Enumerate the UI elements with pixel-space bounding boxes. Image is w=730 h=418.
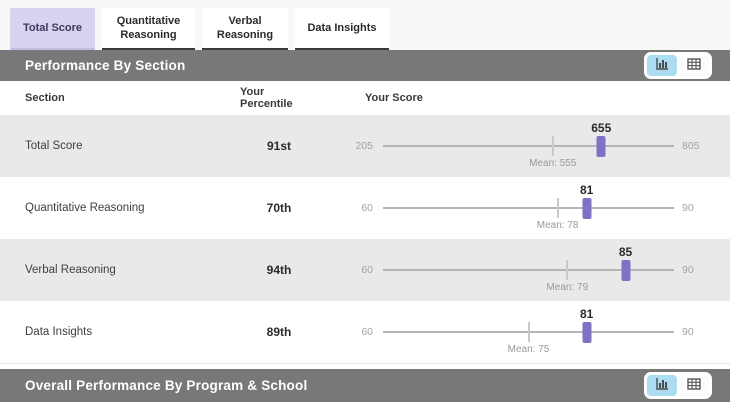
score-track	[383, 121, 674, 169]
percentile-value: 91st	[266, 139, 292, 153]
percentile-value: 70th	[266, 201, 292, 215]
performance-rows	[0, 115, 730, 364]
scale-min-label: 205	[355, 140, 373, 152]
table-grid-icon	[687, 377, 701, 394]
column-header-score: Your Score	[365, 92, 423, 104]
percentile-value: 89th	[266, 325, 292, 339]
score-track	[383, 307, 674, 355]
performance-section-header	[0, 50, 730, 81]
performance-view-toggle	[644, 52, 712, 79]
tab-quantitative-reasoning[interactable]: Quantitative Reasoning	[102, 8, 195, 50]
table-row-total-score	[0, 115, 730, 177]
score-value: 81	[580, 183, 594, 197]
table-grid-icon	[687, 57, 701, 74]
programs-view-toggle	[644, 372, 712, 399]
table-row-verbal-reasoning	[0, 239, 730, 301]
section-label: Quantitative Reasoning	[25, 202, 145, 214]
table-view-button[interactable]	[679, 375, 709, 396]
tab-total-score[interactable]: Total Score	[10, 8, 95, 50]
section-label: Data Insights	[25, 326, 93, 338]
score-marker	[582, 198, 591, 219]
bar-chart-icon	[655, 377, 669, 394]
mean-tick	[528, 322, 530, 342]
scale-min-label: 60	[361, 202, 373, 214]
score-value: 655	[591, 121, 612, 135]
score-slider	[318, 121, 708, 169]
mean-label: Mean: 75	[507, 344, 550, 355]
score-marker	[582, 322, 591, 343]
mean-label: Mean: 555	[529, 158, 577, 169]
report-panel	[0, 50, 730, 418]
section-label: Total Score	[25, 140, 83, 152]
score-track	[383, 183, 674, 231]
table-column-headers	[0, 81, 730, 115]
score-marker	[597, 136, 606, 157]
score-section-tabs	[0, 0, 730, 50]
chart-view-button[interactable]	[647, 375, 677, 396]
score-value: 85	[618, 245, 633, 259]
column-header-section: Section	[25, 92, 65, 104]
mean-label: Mean: 78	[536, 220, 579, 231]
score-slider	[318, 183, 708, 231]
scale-max-label: 90	[682, 326, 694, 338]
score-value: 81	[580, 307, 594, 321]
tab-data-insights[interactable]: Data Insights	[295, 8, 389, 50]
section-label: Verbal Reasoning	[25, 264, 116, 276]
percentile-value: 94th	[266, 263, 292, 277]
score-slider	[318, 245, 708, 293]
programs-section-header	[0, 369, 730, 402]
table-row-quantitative-reasoning	[0, 177, 730, 239]
table-row-data-insights	[0, 301, 730, 363]
scale-max-label: 90	[682, 202, 694, 214]
score-track	[383, 245, 674, 293]
column-header-percentile: Your Percentile	[240, 86, 293, 110]
mean-tick	[552, 136, 554, 156]
chart-view-button[interactable]	[647, 55, 677, 76]
score-slider	[318, 307, 708, 355]
mean-label: Mean: 79	[546, 282, 589, 293]
bar-chart-icon	[655, 57, 669, 74]
mean-tick	[557, 198, 559, 218]
tab-verbal-reasoning[interactable]: Verbal Reasoning	[202, 8, 288, 50]
programs-section-title: Overall Performance By Program & School	[25, 378, 308, 393]
scale-max-label: 805	[682, 140, 700, 152]
performance-section-title: Performance By Section	[25, 58, 186, 73]
table-view-button[interactable]	[679, 55, 709, 76]
scale-max-label: 90	[682, 264, 694, 276]
score-marker	[621, 260, 630, 281]
mean-tick	[566, 260, 568, 280]
scale-min-label: 60	[361, 264, 373, 276]
scale-min-label: 60	[361, 326, 373, 338]
